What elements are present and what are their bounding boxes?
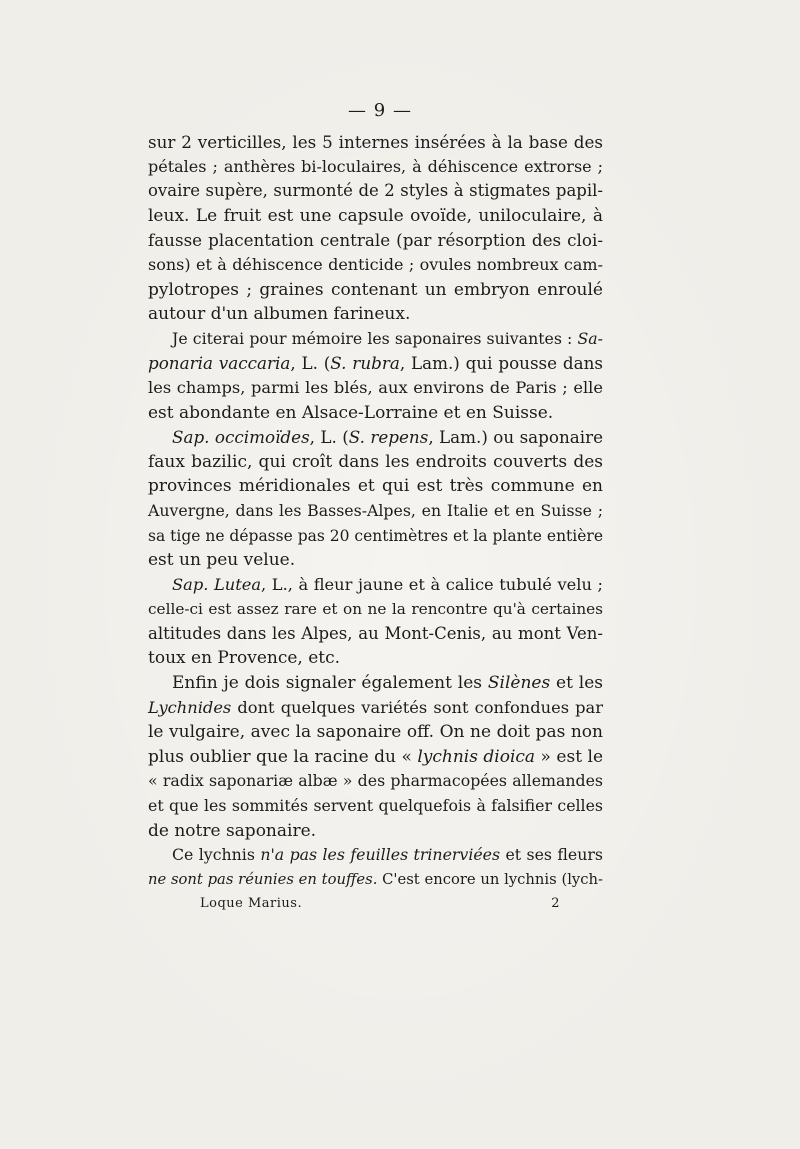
text-line — [148, 302, 603, 327]
text-line — [148, 228, 603, 253]
text-line — [148, 696, 603, 721]
text-segment: Je citerai pour mémoire les saponaires suivantes : — [172, 328, 578, 348]
text-line — [148, 450, 603, 475]
text-segment: , L., à fleur jaune et à calice tubulé velu ; — [261, 574, 603, 594]
text-line — [148, 548, 603, 573]
footer-author: Loque Marius. — [200, 896, 303, 911]
text-line — [148, 622, 603, 647]
text-segment: et que les sommités servent quelquefois à falsifier celles — [148, 796, 603, 816]
text-line — [148, 204, 603, 229]
italic-text-segment: ponaria vaccaria — [148, 353, 291, 374]
italic-text-segment: Silènes — [487, 673, 551, 694]
text-line — [148, 671, 603, 696]
footer-signature-mark: 2 — [551, 896, 560, 911]
text-segment: sur 2 verticilles, les 5 internes insérées à la base des — [148, 132, 603, 152]
text-segment: sa tige ne dépasse pas 20 centimètres et la plante entière — [148, 526, 603, 545]
text-segment: le vulgaire, avec la saponaire off. On ne doit pas non — [148, 722, 603, 743]
text-line — [148, 769, 603, 794]
text-segment: les champs, parmi les blés, aux environs de Paris ; elle — [148, 377, 603, 397]
text-line — [148, 868, 603, 893]
text-segment: fausse placentation centrale (par résorption des cloi- — [148, 230, 603, 251]
text-segment: altitudes dans les Alpes, au Mont-Cenis, au mont Ven- — [148, 623, 603, 643]
text-line — [148, 597, 603, 622]
text-line — [148, 499, 603, 524]
italic-text-segment: n'a pas les feuilles trinerviées — [260, 845, 501, 865]
text-line — [148, 794, 603, 819]
text-segment: « radix saponariæ albæ » des pharmacopées allemandes — [148, 771, 603, 791]
page-footer — [200, 896, 560, 911]
text-segment: celle-ci est assez rare et on ne la rencontre qu'à certaines — [148, 600, 603, 619]
text-segment: toux en Provence, etc. — [148, 648, 341, 669]
text-line — [148, 720, 603, 745]
text-line — [148, 376, 603, 401]
text-segment: plus oublier que la racine du « — [148, 746, 418, 767]
italic-text-segment: Lychnides — [148, 697, 232, 717]
text-line — [148, 351, 603, 376]
text-segment: , L. ( — [309, 427, 349, 448]
text-segment: faux bazilic, qui croît dans les endroits couverts des — [148, 451, 603, 472]
text-segment: , Lam.) qui pousse dans — [399, 353, 603, 374]
text-segment: ovaire supère, surmonté de 2 styles à stigmates papil- — [148, 181, 603, 201]
italic-text-segment: ne sont pas réunies en touffes. — [148, 870, 378, 888]
text-line — [148, 819, 603, 844]
text-segment: » est le — [535, 746, 604, 767]
text-segment: Enfin je dois signaler également les — [172, 673, 488, 694]
page-number: — 9 — — [348, 100, 412, 121]
text-segment: Ce lychnis — [172, 845, 261, 865]
text-line — [148, 179, 603, 204]
text-segment: de notre saponaire. — [148, 820, 317, 841]
text-segment: et les — [550, 673, 603, 694]
text-line — [148, 130, 603, 155]
text-segment: pétales ; anthères bi-loculaires, à déhiscence extrorse ; — [148, 156, 603, 176]
body-text — [148, 130, 603, 892]
text-segment: , L. ( — [290, 353, 331, 374]
text-line — [148, 573, 603, 598]
italic-text-segment: Sap. Lutea — [172, 574, 262, 594]
italic-text-segment: Sap. occimoïdes — [172, 427, 310, 448]
text-line — [148, 401, 603, 426]
text-segment: autour d'un albumen farineux. — [148, 304, 411, 325]
text-segment: sons) et à déhiscence denticide ; ovules nombreux cam- — [148, 254, 603, 274]
text-segment: Auvergne, dans les Basses-Alpes, en Italie et en Suisse ; — [148, 500, 603, 520]
text-segment: pylotropes ; graines contenant un embryon enroulé — [148, 279, 603, 300]
text-segment: , Lam.) ou saponaire — [428, 427, 604, 448]
text-segment: est un peu velue. — [148, 550, 296, 571]
text-segment: provinces méridionales et qui est très commune en — [148, 476, 603, 497]
italic-text-segment: lychnis dioica — [417, 746, 536, 767]
italic-text-segment: S. rubra — [330, 353, 400, 374]
text-line — [148, 155, 603, 180]
text-line — [148, 524, 603, 549]
text-line — [148, 745, 603, 770]
text-line — [148, 425, 603, 450]
text-segment: et ses fleurs — [500, 845, 603, 865]
text-line — [148, 278, 603, 303]
text-segment: C'est encore un lychnis (lych- — [377, 870, 603, 888]
text-segment: est abondante en Alsace-Lorraine et en Suisse. — [148, 402, 554, 423]
text-line — [148, 327, 603, 352]
text-line — [148, 843, 603, 868]
italic-text-segment: Sa- — [577, 328, 603, 348]
text-line — [148, 474, 603, 499]
text-line — [148, 253, 603, 278]
italic-text-segment: S. repens — [348, 427, 429, 448]
text-segment: dont quelques variétés sont confondues par — [231, 697, 603, 717]
text-segment: leux. Le fruit est une capsule ovoïde, uniloculaire, à — [148, 205, 603, 226]
text-line — [148, 646, 603, 671]
